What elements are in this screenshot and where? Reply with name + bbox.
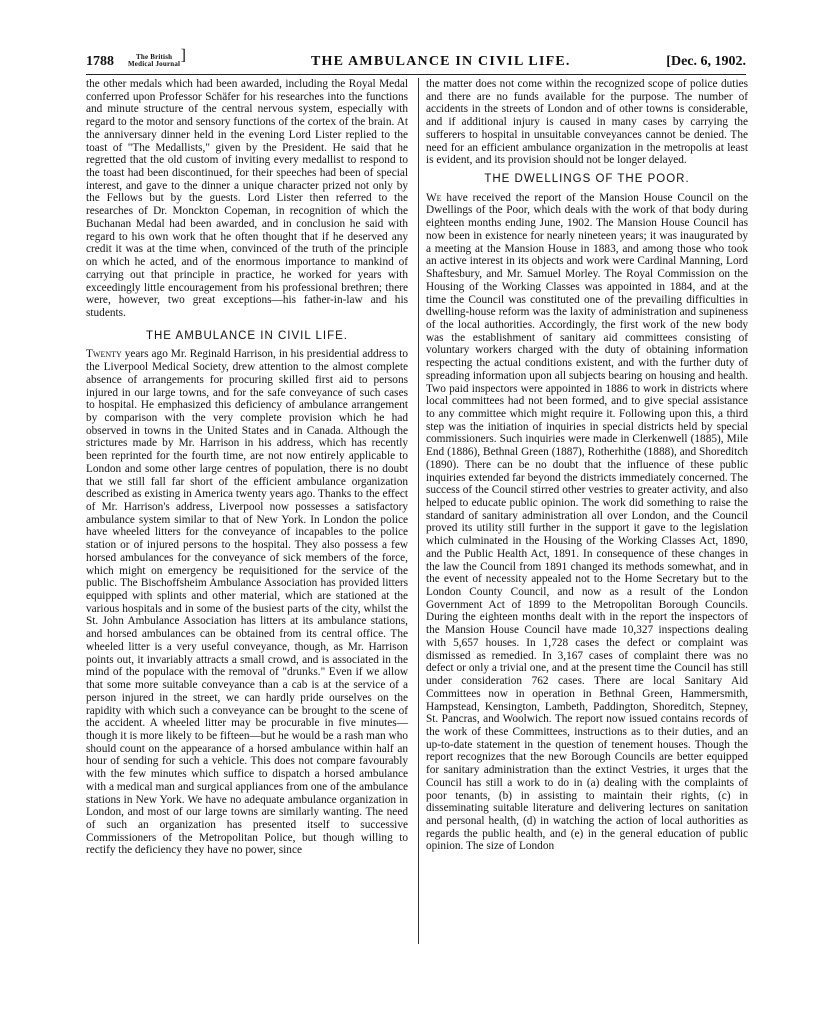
- ambulance-lead-word: Twenty: [86, 348, 122, 361]
- page-number: 1788: [86, 54, 114, 69]
- issue-date: [Dec. 6, 1902.: [666, 54, 746, 69]
- journal-bracket: ]: [180, 47, 187, 64]
- dwellings-body: have received the report of the Mansion House Council on the Dwellings of the Poor, which deals with the work of that body during eighteen months ending June, 1902. The Mansion House Council has now been in existence for nearly nineteen years; it was inaugurated by a meeting at the Mansion House in 1883, and among those who took an active interest in its objects and work were Cardinal Manning, Lord Shaftesbury, and Mr. Samuel Morley. The Royal Commission on the Housing of the Working Classes was appointed in 1884, and at the time the Council was constituted one of the prevailing difficulties in dwelling-house reform was the laxity of administration and supineness of the local authorities. Accordingly, the first work of the new body was the establishment of sanitary aid committees consisting of voluntary workers charged with the duty of obtaining information respecting the actual conditions existent, and with the further duty of spreading information upon all subjects bearing on housing and health. Two paid inspectors were appointed in 1886 to work in districts where local committees had not been formed, and to give special assistance to any committee which might require it. Following upon this, a third step was the initiation of inquiries in special districts held by special commissioners. Such inquiries were made in Clerkenwell (1885), Mile End (1886), Bethnal Green (1887), Rotherhithe (1888), and Shoreditch (1890). There can be no doubt that the influence of these public inquiries extended far beyond the districts immediately concerned. The success of the Council stirred other vestries to greater activity, and also helped to educate public opinion. The work did something to raise the standard of sanitary administration all over London, and the Council proved its utility still further in the support it gave to the legislation which culminated in the Housing of the Working Classes Act, 1890, and the Public Health Act, 1891. In consequence of these changes in the law the Council from 1891 changed its methods somewhat, and in the event of necessity appealed not to the Home Secretary but to the London County Council, and now as a result of the London Government Act of 1899 to the Metropolitan Borough Councils. During the eighteen months dealt with in the report the inspectors of the Mansion House Council have made 10,327 inspections dealing with 5,657 houses. In 1,728 cases the defect or complaint was dismissed as remedied. In 3,167 cases of complaint there was no defect or only a trivial one, and at the present time the Council has still under consideration 762 cases. There are local Sanitary Aid Committees now in operation in Bethnal Green, Hammersmith, Hampstead, Kensington, Lambeth, Paddington, Shoreditch, Stepney, St. Pancras, and Woolwich. The report now issued contains records of the work of these Committees, instructions as to their duties, and an up-to-date statement in the question of tenement houses. Though the report recognizes that the new Borough Councils are better equipped for sanitary administration than the extinct Vestries, it urges that the Council has still a work to do in (a) dealing with the complaints of poor tenants, (b) in assisting to maintain their rights, (c) in disseminating suitable literature and delivering lectures on sanitation and personal health, (d) in watching the action of local authorities as regards the public health, and (e) in the general education of public opinion. The size of London: [426, 191, 748, 853]
- page-header: [86, 47, 746, 74]
- ambulance-paragraph: [86, 348, 408, 857]
- journal-name: [128, 47, 187, 68]
- right-column: [426, 78, 748, 853]
- dwellings-lead-word: We: [426, 191, 442, 204]
- header-rule: [86, 74, 746, 75]
- journal-name-line2: Medical Journal: [128, 60, 181, 68]
- ambulance-heading: THE AMBULANCE IN CIVIL LIFE.: [145, 329, 349, 342]
- ambulance-body: years ago Mr. Reginald Harrison, in his presidential address to the Liverpool Medical Society, drew attention to the almost complete absence of arrangements for procuring skilled first aid to persons injured in our large towns, and for the safe conveyance of such cases to hospital. He emphasized this deficiency of ambulance arrangement by comparison with the very complete provision which he had observed in towns in the United States and in Canada. Although the strictures made by Mr. Harrison in his address, which has recently been reprinted for the fourth time, are not now entirely applicable to London and some other large centres of population, there is no doubt that we still fall far short of the efficient ambulance organization described as existing in America twenty years ago. Thanks to the effect of Mr. Harrison's address, Liverpool now possesses a satisfactory ambulance system similar to that of New York. In London the police have wheeled litters for the conveyance of incapables to the police station or of injured persons to the hospital. They also possess a few horsed ambulances for the conveyance of sick members of the force, which might on emergency be requisitioned for the service of the public. The Bischoffsheim Ambulance Association has provided litters equipped with splints and other material, which are stationed at the various hospitals and in some of the busiest parts of the city, whilst the St. John Ambulance Association has litters at its ambulance stations, and horsed ambulances can be obtained from its central office. The wheeled litter is a very useful conveyance, though, as Mr. Harrison points out, it invariably attracts a small crowd, and is associated in the mind of the populace with the removal of "drunks." Even if we allow that some more suitable conveyance than a cab is at the service of a person injured in the street, we can hardly pride ourselves on the rapidity with which such a conveyance can be brought to the scene of the accident. A wheeled litter may be procurable in five minutes—though it is more likely to be fifteen—but he would be a rash man who should count on the appearance of a horsed ambulance within half an hour of sending for such a vehicle. This does not compare favourably with the few minutes which suffice to dispatch a horsed ambulance with a medical man and surgical appliances from one of the ambulance stations in New York. We have no adequate ambulance organization in London, and most of our large towns are similarly wanting. The need of such an organization has presented itself to successive Commissioners of the Metropolitan Police, but though willing to rectify the deficiency they have no power, since: [86, 348, 408, 857]
- dwellings-heading: THE DWELLINGS OF THE POOR.: [484, 173, 690, 186]
- left-column: [86, 78, 408, 857]
- journal-name-line1: The British: [135, 53, 173, 61]
- ambulance-continuation: the matter does not come within the recognized scope of police duties and there are no funds available for the purpose. The number of accidents in the streets of London and of other towns is considerable, and if additional injury is caused in many cases by carrying the sufferers to hospital in unsuitable conveyances cannot be denied. The need for an efficient ambulance organization in the metropolis at least is evident, and its provision should not be longer delayed.: [426, 78, 748, 167]
- medals-paragraph: the other medals which had been awarded, including the Royal Medal conferred upon Professor Schäfer for his researches into the functions and minute structure of the central nervous system, especially with regard to the motor and sensory functions of the cortex of the brain. At the anniversary dinner held in the evening Lord Lister replied to the toast of "The Medallists," given by the President. He said that he regretted that the old custom of inviting every medallist to respond to the toast had been discontinued, for their speeches had been of special interest, and gave to the dinner a unique character prized not only by the Fellows but by the guests. Lord Lister then referred to the researches of Dr. Monckton Copeman, in recognition of which the Buchanan Medal had been awarded, and in conclusion he said with regard to his own work that he often thought that if he deserved any credit it was at the time when, convinced of the truth of the principle on which he acted, and of the enormous importance to mankind of carrying out that principle in practice, he worked for years with exceedingly little encouragement from his professional brethren; there were, however, two great exceptions—his father-in-law and his students.: [86, 78, 408, 319]
- running-title: THE AMBULANCE IN CIVIL LIFE.: [311, 54, 571, 69]
- column-divider: [418, 78, 419, 944]
- dwellings-paragraph: [426, 192, 748, 853]
